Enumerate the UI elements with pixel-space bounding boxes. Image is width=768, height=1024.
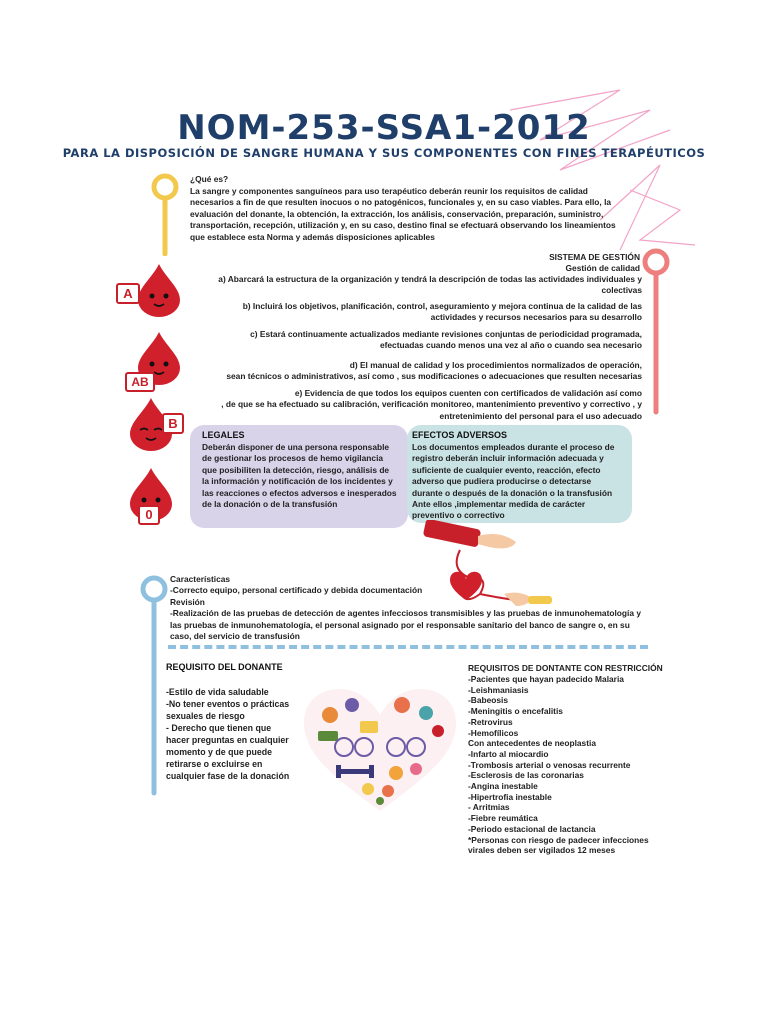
que-es-heading: ¿Qué es? <box>190 174 229 184</box>
sistema-item-b: b) Incluirá los objetivos, planificación, control, aseguramiento y mejora continua de la calidad de las actividades y recursos necesarios para su desarrollo <box>242 301 642 323</box>
donante-body: -Estilo de vida saludable -No tener eventos o prácticas sexuales de riesgo - Derecho que tienen que hacer preguntas en cualquier momento y de que puede retirarse o excluirse en cualquier fase de la donación <box>166 687 290 781</box>
yellow-pin-icon <box>150 172 180 256</box>
blood-type-a: A <box>116 283 140 304</box>
restriccion-heading: REQUISITOS DE DONTANTE CON RESTRICCIÓN <box>468 663 663 673</box>
que-es-line: La sangre y componentes sanguíneos para uso terapéutico deberán reunir los requisitos de calidad <box>190 186 588 196</box>
blood-drop-icon <box>136 262 182 318</box>
que-es-line: evaluación del donante, la obtención, la extracción, los análisis, conservación, preparación, suministro, <box>190 208 604 219</box>
efectos-heading: EFECTOS ADVERSOS <box>412 430 508 440</box>
legales-body: Deberán disponer de una persona responsable de gestionar los procesos de hemo vigilancia que posibiliten la detección, riesgo, análisis de la información y notificación de los incidentes y las reacciones o efectos adversos e inesperados de la donación o de la transfusión <box>202 442 397 510</box>
sistema-item-e: e) Evidencia de que todos los equipos cuenten con certificados de validación así como , de que se ha efectuado su calibración, verificación monitoreo, mantenimiento preventivo y correctivo , y entretenimiento del personal para el uso adecuado <box>221 388 642 421</box>
blood-type-b: B <box>162 413 184 434</box>
sistema-heading: SISTEMA DE GESTIÓN <box>549 252 640 262</box>
que-es-line: que establece esta Norma y además disposiciones aplicables <box>190 231 435 242</box>
sistema-item-c: c) Estará continuamente actualizados mediante revisiones conjuntas de periodicidad programada, efectuadas cuando menos una vez al año o cuando sea necesario <box>250 329 642 351</box>
caracteristicas-heading: Características <box>170 574 231 584</box>
sistema-subheading: Gestión de calidad <box>565 263 640 273</box>
restriccion-block: REQUISITOS DE DONTANTE CON RESTRICCIÓN -Pacientes que hayan padecido Malaria -Leishmaniasis -Babeosis -Meningitis o encefalitis -Retrovirus -Hemofílicos Con antecedentes de neoplastia -Infarto al miocardio -Trombosis arterial o venosas recurrente -Esclerosis de las coronarias -Angina inestable -Hipertrofia inestable - Arritmias -Fiebre reumática -Periodo estacional de lactancia *Personas con riesgo de padecer infecciones virales deben ser vigilados 12 meses <box>468 662 708 856</box>
que-es-line: necesarios a fin de que resulten inocuos o no patogénicos, funcionales y, en su caso viables. Para ello, la <box>190 197 612 208</box>
que-es-line: transportación, recepción, utilización y, en su caso, destino final se efectuará observando los lineamientos <box>190 220 616 231</box>
blood-type-ab: AB <box>125 372 155 392</box>
sistema-item-d: d) El manual de calidad y los procedimientos normalizados de operación, sean técnicos o administrativos, así como , sus modificaciones o adecuaciones que resulten necesarias <box>226 360 642 382</box>
page-subtitle: PARA LA DISPOSICIÓN DE SANGRE HUMANA Y SUS COMPONENTES CON FINES TERAPÉUTICOS <box>62 146 706 160</box>
legales-heading: LEGALES <box>202 430 245 440</box>
page-title: NOM-253-SSA1-2012 <box>177 108 591 148</box>
caracteristicas-block: Características -Correcto equipo, personal certificado y debida documentación Revisión -Realización de las pruebas de detección de agentes infecciosos transmisibles y las pruebas de inmunohematología y las pruebas de inmunohematología, el personal asignado por el responsable sanitario del banco de sangre o, en su caso, del servicio de transfusión <box>170 574 650 642</box>
section-divider <box>168 645 648 649</box>
sistema-item-a: a) Abarcará la estructura de la organización y tendrá la descripción de todas las actividades individuales y colectivas <box>218 274 642 296</box>
red-pin-icon <box>640 246 672 416</box>
efectos-body: Los documentos empleados durante el proceso de registro deberán incluir información adecuada y suficiente de cualquier evento, reacción, efecto adverso que pudiera producirse o detectarse durante o después de la donación o la transfusión Ante ellos ,implementar medida de carácter preventivo o correctivo <box>412 442 615 521</box>
que-es-body <box>190 186 650 243</box>
donante-heading: REQUISITO DEL DONANTE <box>166 662 283 672</box>
blood-type-0: 0 <box>138 505 160 525</box>
healthy-lifestyle-heart-illustration <box>300 685 460 815</box>
